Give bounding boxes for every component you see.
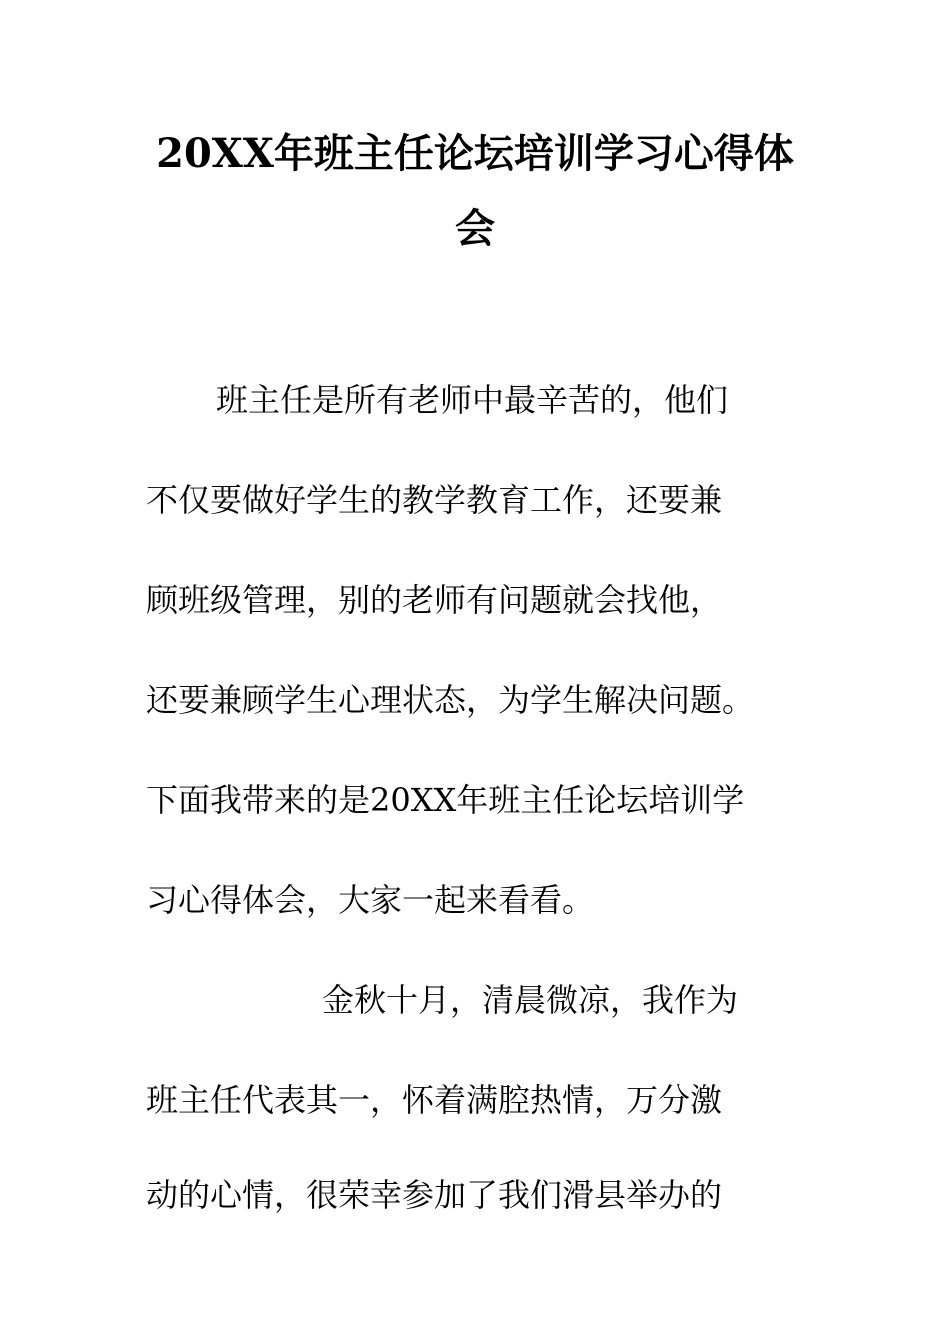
- paragraph-line-3: 顾班级管理，别的老师有问题就会找他，: [146, 581, 723, 619]
- paragraph-line-2: 不仅要做好学生的教学教育工作，还要兼: [146, 481, 723, 519]
- paragraph-line-6: 习心得体会，大家一起来看看。: [146, 881, 595, 919]
- paragraph-line-9: 动的心情，很荣幸参加了我们滑县举办的: [146, 1176, 723, 1214]
- paragraph-line-5: 下面我带来的是20XX年班主任论坛培训学: [146, 781, 745, 819]
- paragraph-line-7: 金秋十月，清晨微凉，我作为: [322, 981, 739, 1019]
- paragraph-line-8: 班主任代表其一，怀着满腔热情，万分激: [146, 1081, 723, 1119]
- paragraph-line-4: 还要兼顾学生心理状态，为学生解决问题。: [146, 681, 755, 719]
- document-title-line-1: 20XX年班主任论坛培训学习心得体: [156, 130, 794, 177]
- document-title-line-2: 会: [455, 205, 495, 252]
- paragraph-line-1: 班主任是所有老师中最辛苦的，他们: [216, 381, 729, 419]
